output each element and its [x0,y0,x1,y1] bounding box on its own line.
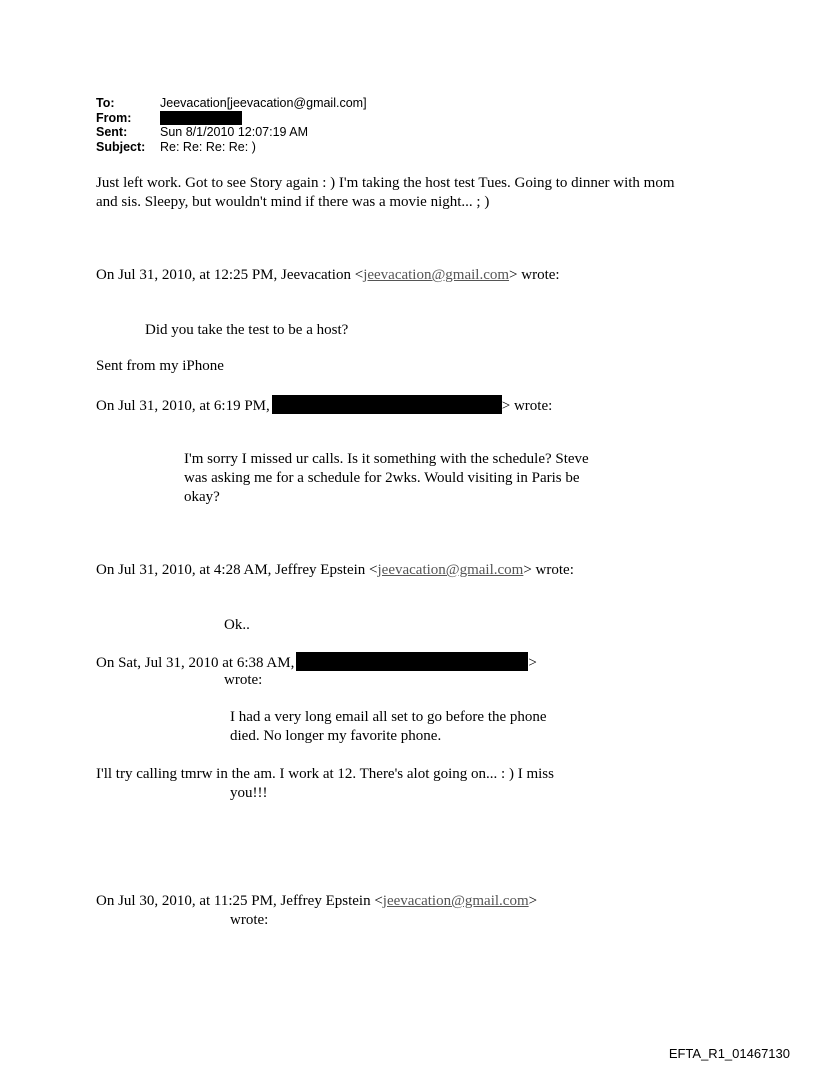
document-id: EFTA_R1_01467130 [668,1046,790,1061]
subject-label: Subject: [96,139,146,154]
q2-line3: okay? [184,489,220,505]
q3-suffix: > wrote: [523,562,574,578]
sent-row [96,125,367,140]
quote-header-4 [96,652,537,673]
from-label: From: [96,110,132,125]
q2-prefix: On Jul 31, 2010, at 6:19 PM, [96,398,270,414]
quote-text-4 [230,708,547,746]
q4-redaction [296,652,528,671]
to-label: To: [96,96,115,110]
email-header [96,96,367,154]
to-value: Jeevacation[jeevacation@gmail.com] [160,96,367,110]
sent-label: Sent: [96,125,128,139]
q2-suffix: > wrote: [501,398,553,414]
q5-email-link[interactable]: jeevacation@gmail.com [382,893,529,909]
subject-row [96,140,367,155]
to-row [96,96,367,111]
q4-suffix: > [528,655,537,671]
quote-text-2 [184,450,589,507]
subject-value: Re: Re: Re: Re: ) [160,139,256,154]
quote-text-1: Did you take the test to be a host? [145,322,349,338]
p2-line2: you!!! [230,785,268,801]
quote-header-2 [96,395,552,416]
q5-suffix: > [528,893,538,909]
from-redaction [160,111,242,125]
q4-wrote: wrote: [224,672,263,688]
q1-suffix: > wrote: [509,267,560,283]
quote-header-1 [96,266,560,285]
q3-prefix: On Jul 31, 2010, at 4:28 AM, Jeffrey Epstein < [96,562,378,578]
q4-line2: died. No longer my favorite phone. [230,728,442,744]
q4-prefix: On Sat, Jul 31, 2010 at 6:38 AM, [96,655,295,671]
p1-line2: and sis. Sleepy, but wouldn't mind if there was a movie night... ; ) [96,194,490,210]
quote-header-3 [96,561,574,580]
p1-line1: Just left work. Got to see Story again : ) I'm taking the host test Tues. Going to dinner with mom [96,175,675,191]
q5-wrote: wrote: [230,912,269,928]
q4-line1: I had a very long email all set to go before the phone [230,709,547,725]
quote-header-5 [96,892,537,911]
q2-line1: I'm sorry I missed ur calls. Is it something with the schedule? Steve [184,451,589,467]
q1-prefix: On Jul 31, 2010, at 12:25 PM, Jeevacation < [96,267,364,283]
q5-prefix: On Jul 30, 2010, at 11:25 PM, Jeffrey Epstein < [96,893,383,909]
message-paragraph-2: I'll try calling tmrw in the am. I work at 12. There's alot going on... : ) I miss [96,766,554,782]
quote-text-3: Ok.. [224,617,250,633]
from-row [96,111,367,126]
sent-value: Sun 8/1/2010 12:07:19 AM [160,125,309,139]
sent-from-line: Sent from my iPhone [96,358,224,374]
q1-email-link[interactable]: jeevacation@gmail.com [363,267,510,283]
q3-email-link[interactable]: jeevacation@gmail.com [377,562,524,578]
q2-redaction [272,395,502,414]
q2-line2: was asking me for a schedule for 2wks. Would visiting in Paris be [184,470,580,486]
message-paragraph-1 [96,174,675,212]
